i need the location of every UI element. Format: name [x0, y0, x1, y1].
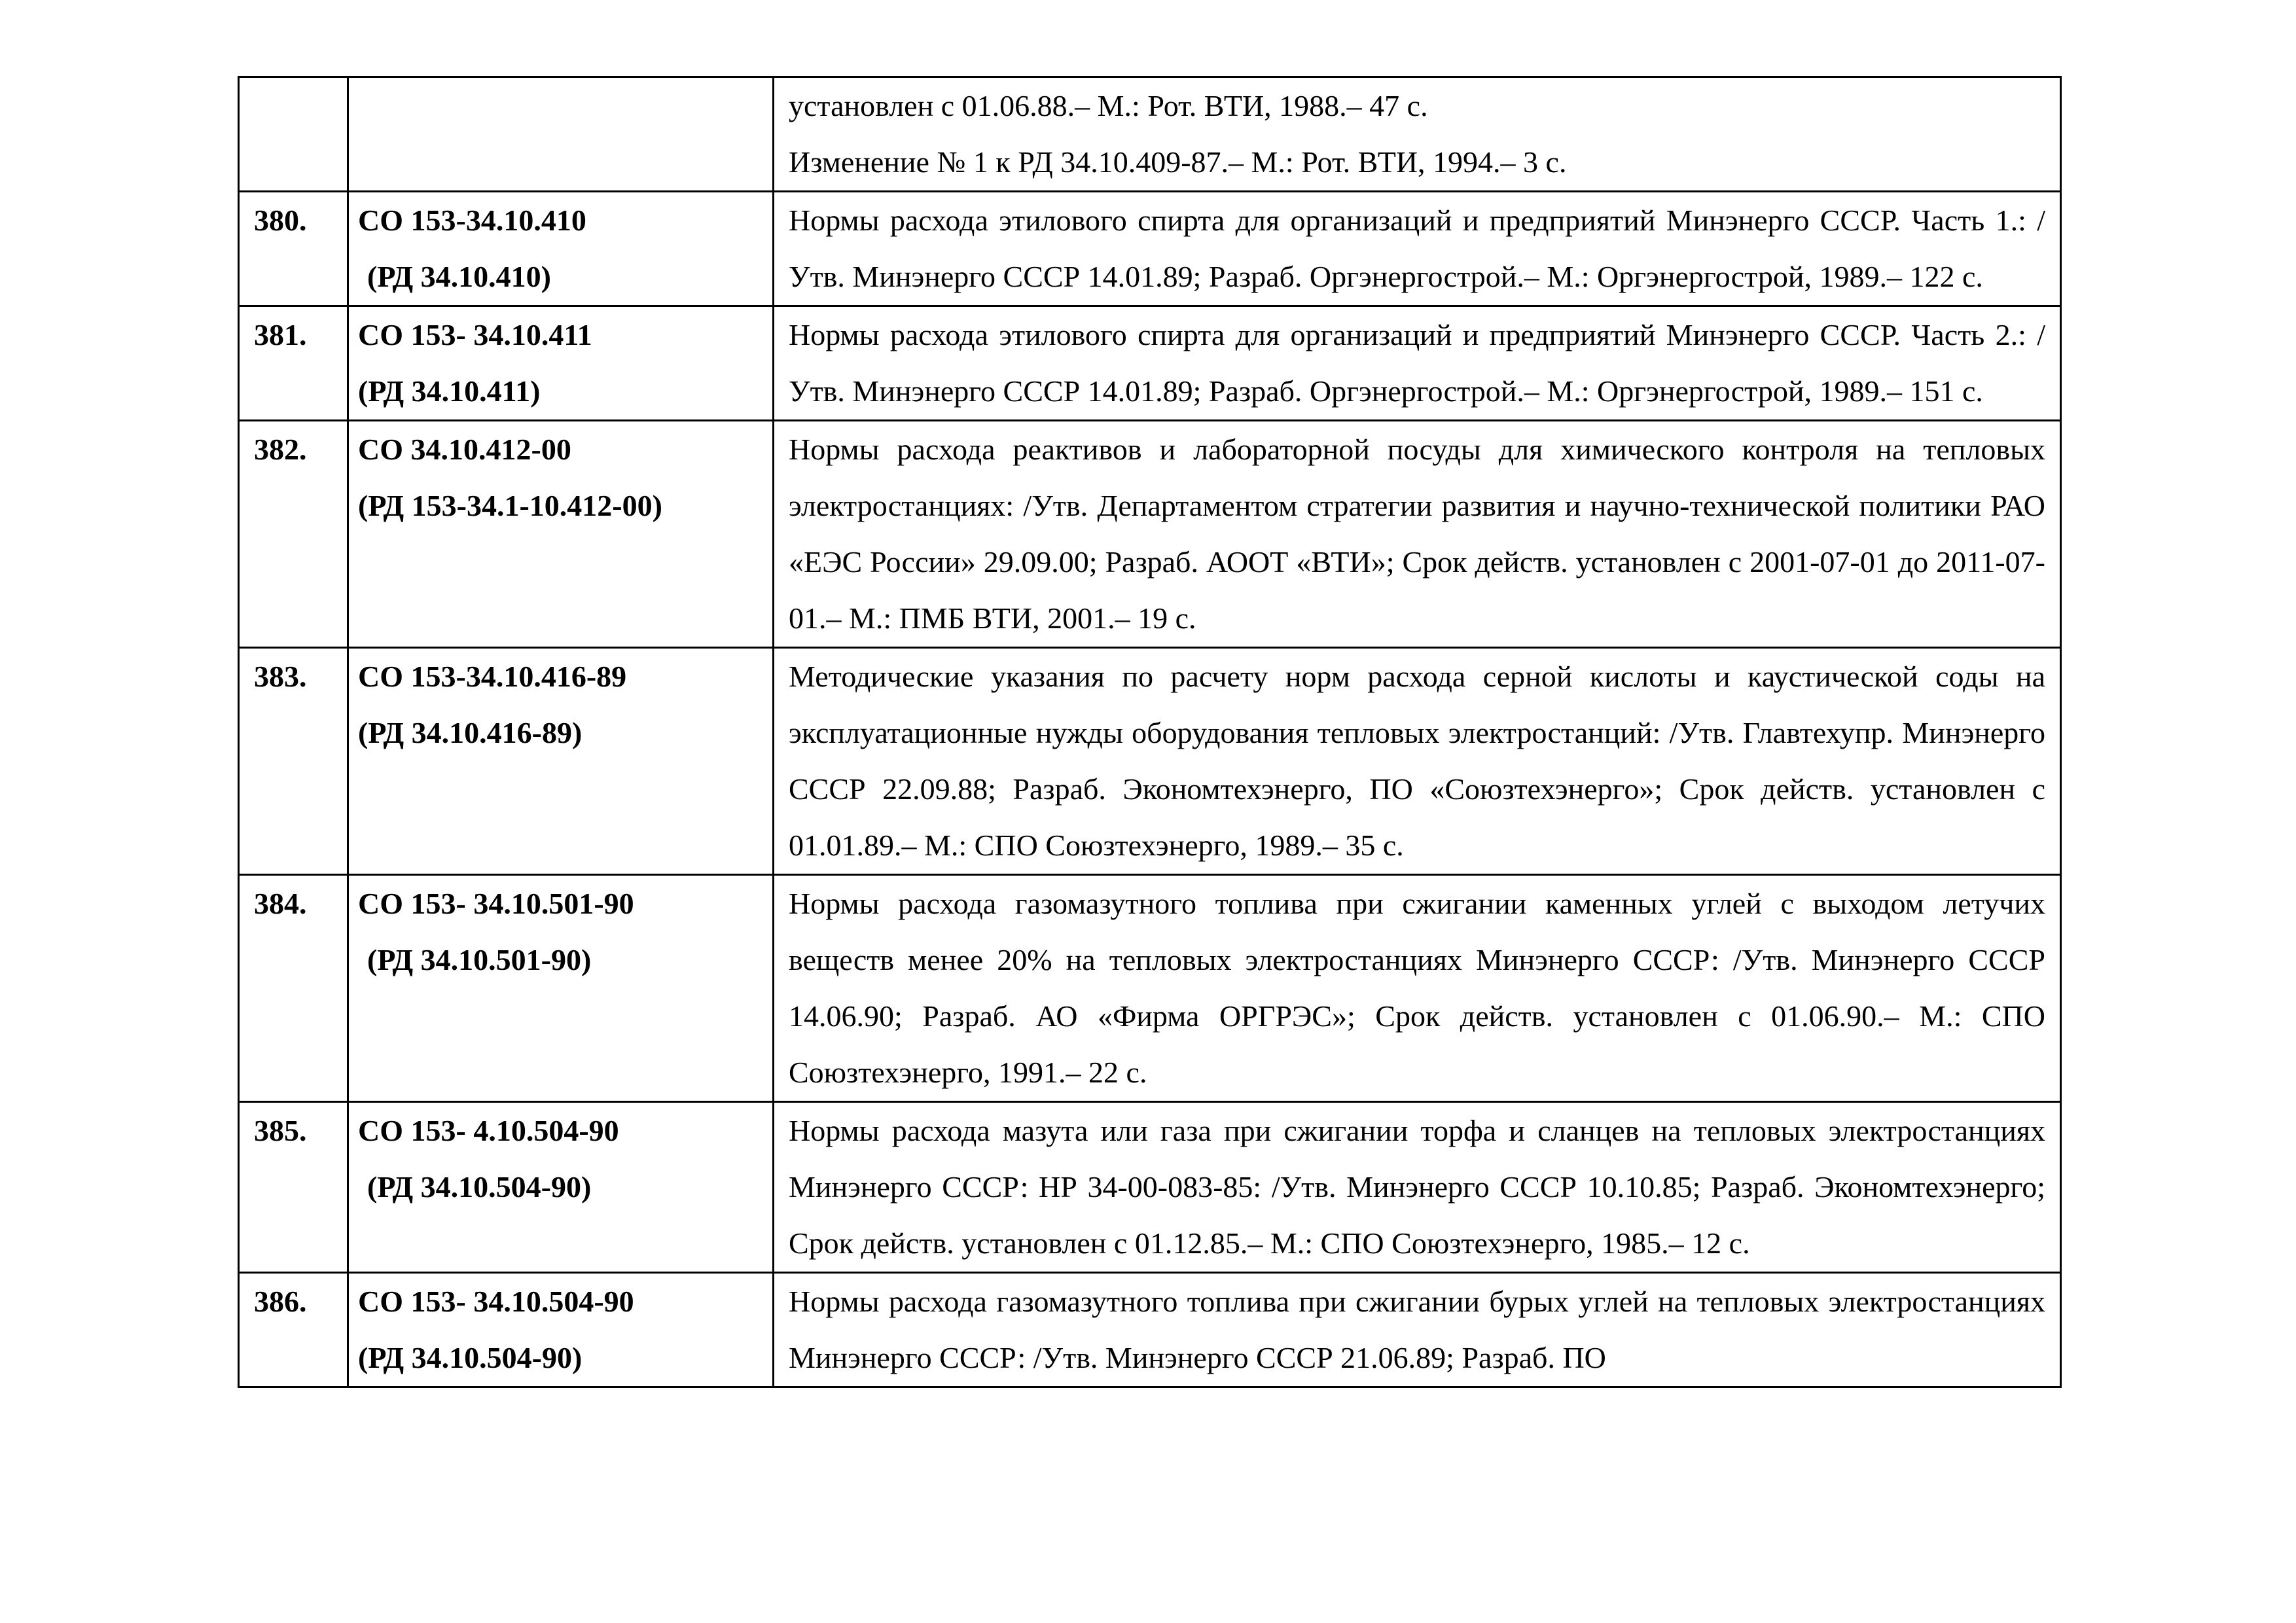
- code-so: СО 153-34.10.410: [358, 204, 586, 237]
- row-number: 382.: [239, 421, 348, 648]
- row-number: [239, 77, 348, 192]
- code-so: СО 153- 34.10.501-90: [358, 887, 634, 920]
- document-table: [238, 76, 2062, 1388]
- document-description: Нормы расхода реактивов и лабораторной посуды для химического контроля на тепловых электростанциях: /Утв. Департаментом стратегии развития и научно-технической политики РАО «ЕЭС России» 29.09.00; Разраб. АООТ «ВТИ»; Срок действ. установлен с 2001-07-01 до 2011-07-01.– М.: ПМБ ВТИ, 2001.– 19 с.: [774, 421, 2061, 648]
- document-code: [348, 421, 774, 648]
- document-code: [348, 306, 774, 421]
- code-rd: (РД 34.10.504-90): [358, 1341, 583, 1374]
- code-so: СО 153- 34.10.504-90: [358, 1285, 634, 1318]
- document-description: Методические указания по расчету норм расхода серной кислоты и каустической соды на эксплуатационные нужды оборудования тепловых электростанций: /Утв. Главтехупр. Минэнерго СССР 22.09.88; Разраб. Экономтехэнерго, ПО «Союзтехэнерго»; Срок действ. установлен с 01.01.89.– М.: СПО Союзтехэнерго, 1989.– 35 с.: [774, 648, 2061, 875]
- document-code: [348, 875, 774, 1102]
- code-rd: (РД 34.10.504-90): [367, 1170, 592, 1204]
- row-number: 385.: [239, 1102, 348, 1273]
- document-description: Нормы расхода мазута или газа при сжигании торфа и сланцев на тепловых электростанциях Минэнерго СССР: НР 34-00-083-85: /Утв. Минэнерго СССР 10.10.85; Разраб. Экономтехэнерго; Срок действ. установлен с 01.12.85.– М.: СПО Союзтехэнерго, 1985.– 12 с.: [774, 1102, 2061, 1273]
- table-row: [239, 648, 2061, 875]
- document-description: Нормы расхода газомазутного топлива при сжигании каменных углей с выходом летучих веществ менее 20% на тепловых электростанциях Минэнерго СССР: /Утв. Минэнерго СССР 14.06.90; Разраб. АО «Фирма ОРГРЭС»; Срок действ. установлен с 01.06.90.– М.: СПО Союзтехэнерго, 1991.– 22 с.: [774, 875, 2061, 1102]
- document-code: [348, 1102, 774, 1273]
- code-so: СО 153- 4.10.504-90: [358, 1114, 619, 1147]
- table-row: [239, 875, 2061, 1102]
- code-so: СО 153- 34.10.411: [358, 318, 592, 351]
- table-row: [239, 77, 2061, 192]
- row-number: 383.: [239, 648, 348, 875]
- description-line: установлен с 01.06.88.– М.: Рот. ВТИ, 1988.– 47 с.: [789, 89, 1428, 122]
- code-so: СО 34.10.412-00: [358, 433, 571, 466]
- code-rd: (РД 34.10.501-90): [367, 943, 592, 976]
- table-row: [239, 192, 2061, 306]
- table-row: [239, 1273, 2061, 1387]
- code-rd: (РД 153-34.1-10.412-00): [358, 489, 662, 522]
- code-rd: (РД 34.10.411): [358, 374, 541, 408]
- document-description: Нормы расхода этилового спирта для организаций и предприятий Минэнерго СССР. Часть 2.: /Утв. Минэнерго СССР 14.01.89; Разраб. Оргэнергострой.– М.: Оргэнергострой, 1989.– 151 с.: [774, 306, 2061, 421]
- document-code: [348, 1273, 774, 1387]
- description-line: Изменение № 1 к РД 34.10.409-87.– М.: Рот. ВТИ, 1994.– 3 с.: [789, 145, 1567, 179]
- table-row: [239, 421, 2061, 648]
- code-so: СО 153-34.10.416-89: [358, 660, 627, 693]
- table-row: [239, 306, 2061, 421]
- code-rd: (РД 34.10.410): [367, 260, 551, 293]
- row-number: 384.: [239, 875, 348, 1102]
- row-number: 380.: [239, 192, 348, 306]
- table-row: [239, 1102, 2061, 1273]
- document-code: [348, 77, 774, 192]
- document-description: Нормы расхода этилового спирта для организаций и предприятий Минэнерго СССР. Часть 1.: /Утв. Минэнерго СССР 14.01.89; Разраб. Оргэнергострой.– М.: Оргэнергострой, 1989.– 122 с.: [774, 192, 2061, 306]
- document-code: [348, 192, 774, 306]
- document-code: [348, 648, 774, 875]
- row-number: 381.: [239, 306, 348, 421]
- code-rd: (РД 34.10.416-89): [358, 716, 583, 749]
- document-description: [774, 77, 2061, 192]
- document-description: Нормы расхода газомазутного топлива при сжигании бурых углей на тепловых электростанциях Минэнерго СССР: /Утв. Минэнерго СССР 21.06.89; Разраб. ПО: [774, 1273, 2061, 1387]
- row-number: 386.: [239, 1273, 348, 1387]
